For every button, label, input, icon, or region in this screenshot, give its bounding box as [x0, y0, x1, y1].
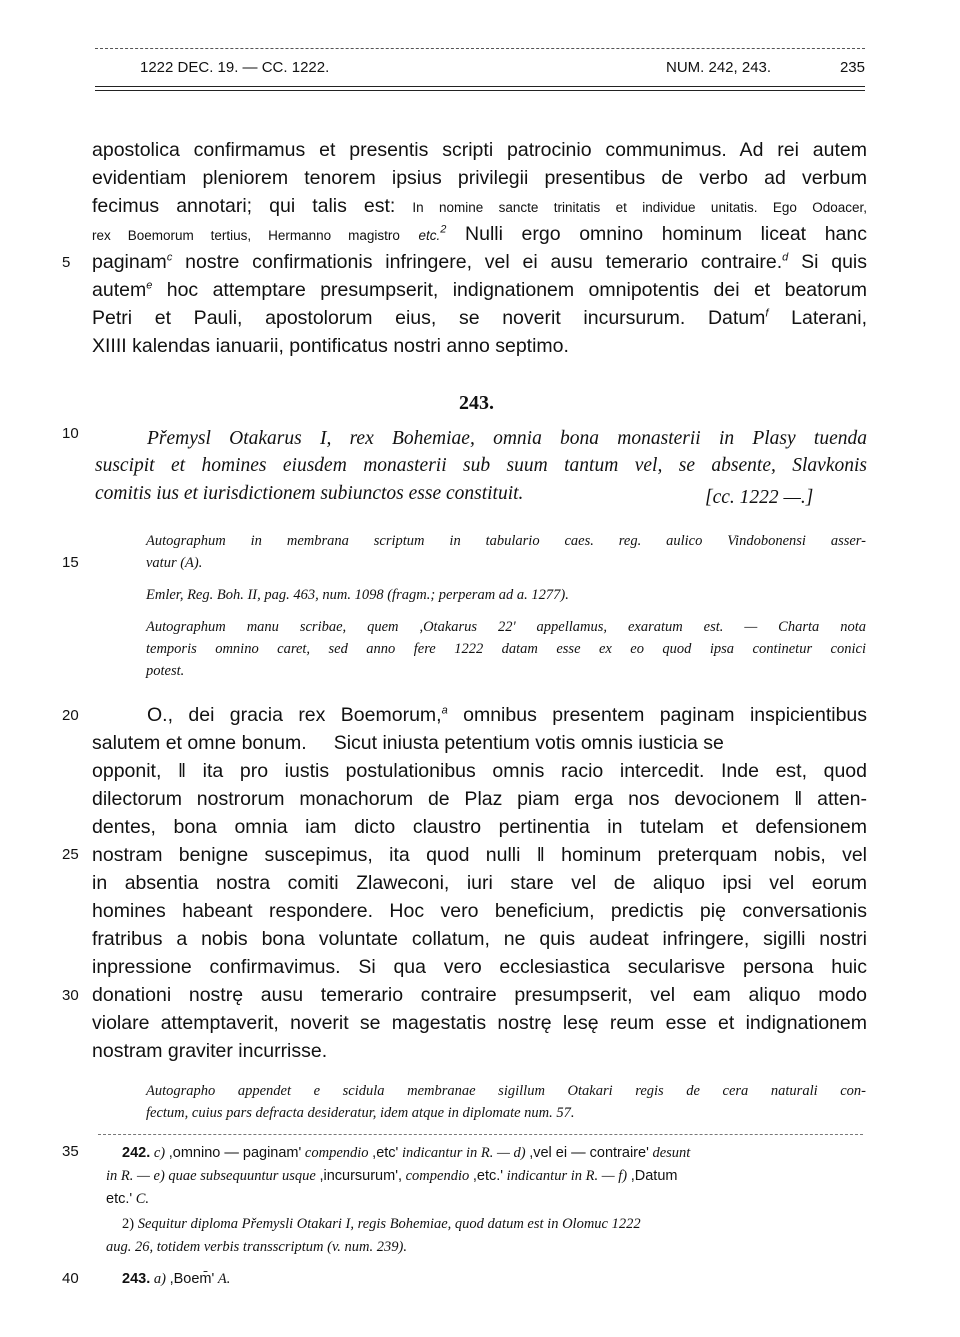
source-line-2: vatur (A). — [146, 555, 203, 571]
text-line-4: dilectorum nostrorum monachorum de Plaz piam erga nos devocionem ‖ atten- — [92, 788, 867, 810]
regest-line-1: Přemysl Otakarus I, rex Bohemiae, omnia bona monasterii in Plasy tuenda — [147, 428, 867, 449]
text-line-7: in absentia nostra comiti Zlaweconi, iuri stare vel de aliquo ipsi vel eorum — [92, 872, 867, 894]
source-line-5: temporis omnino caret, sed anno fere 1222 datam esse ex eo quod ipsa continetur conici — [146, 641, 866, 657]
line-number-20: 20 — [62, 707, 79, 724]
text-line-12: violare attemptaverit, noverit se magestatis nostrę lesę reum esse et indignationem — [92, 1012, 867, 1034]
text-line-10: inpressione confirmavimus. Si qua vero ecclesiastica secularisve persona huic — [92, 956, 867, 978]
regest-date: [cc. 1222 —.] — [705, 487, 814, 508]
intro-line-1: apostolica confirmamus et presentis scripti patrocinio communimus. Ad rei autem — [92, 139, 867, 161]
line-number-35: 35 — [62, 1143, 79, 1160]
source-line-4: Autographum manu scribae, quem ,Otakarus 22' appellamus, exaratum est. — Charta nota — [146, 619, 866, 635]
intro-line-5: paginam$^c$ nostre confirmationis infringere, vel ei ausu temerario contraire.$^d$ Si quis — [92, 251, 868, 273]
page-number: 235 — [839, 59, 865, 76]
header-dashed-rule — [95, 48, 865, 49]
intro-line-2: evidentiam pleniorem tenorem ipsius privilegii presentibus de verbo ad verbum — [92, 167, 867, 189]
footnote-242-line-1: 242. c) ,omnino — paginam' compendio ,etc' indicantur in R. — d) ,vel ei — contraire' desunt — [122, 1145, 691, 1161]
seal-note-line-1: Autographo appendet e scidula membranae sigillum Otakari regis de cera naturali con- — [146, 1083, 866, 1099]
intro-line-7: Petri et Pauli, apostolorum eius, se noverit incursurum. Datum$^f$ Laterani, — [92, 307, 868, 329]
regest-line-2: suscipit et homines eiusdem monasterii sub suum tantum vel, se absente, Slavkonis — [95, 455, 867, 476]
text-line-2: salutem et omne bonum. Sicut iniusta petentium votis omnis iusticia se — [92, 732, 724, 754]
footnote-242-line-2: in R. — e) quae subsequuntur usque ,incursurum', compendio ,etc.' indicantur in R. — f) ,Datum — [106, 1168, 678, 1184]
intro-line-6: autem$^e$ hoc attemptare presumpserit, indignationem omnipotentis dei et beatorum — [92, 279, 867, 301]
running-header — [95, 48, 865, 93]
line-number-15: 15 — [62, 554, 79, 571]
text-line-11: donationi nostrę ausu temerario contraire presumpserit, vel eam aliquo modo — [92, 984, 867, 1006]
text-line-9: fratribus a nobis bona voluntate collatum, ne quis audeat infringere, sigilli nostri — [92, 928, 867, 950]
line-number-10: 10 — [62, 425, 79, 442]
text-line-6: nostram benigne suscepimus, ita quod nulli ‖ hominum preterquam nobis, vel — [92, 844, 867, 866]
header-date: 1222 DEC. 19. — CC. 1222. — [140, 59, 330, 76]
text-line-5: dentes, bona omnia iam dicto claustro pertinentia in tutelam et defensionem — [92, 816, 867, 838]
header-numbers: NUM. 242, 243. — [666, 59, 772, 76]
intro-line-8: XIIII kalendas ianuarii, pontificatus nostri anno septimo. — [92, 335, 569, 357]
source-line-1: Autographum in membrana scriptum in tabulario caes. reg. aulico Vindobonensi asser- — [146, 533, 866, 549]
seal-note-line-2: fectum, cuius pars defracta desideratur, idem atque in diplomate num. 57. — [146, 1105, 575, 1121]
text-line-8: homines habeant respondere. Hoc vero beneficium, predictis pię conversationis — [92, 900, 867, 922]
text-line-1: O., dei gracia rex Boemorum,$^a$ omnibus presentem paginam inspicientibus — [147, 704, 868, 726]
footnote-243: 243. a) ,Boem̄' A. — [122, 1271, 231, 1287]
source-edition: Emler, Reg. Boh. II, pag. 463, num. 1098 (fragm.; perperam ad a. 1277). — [146, 587, 569, 603]
footnote-rule — [98, 1134, 863, 1135]
header-double-rule — [95, 86, 865, 91]
footnote-2-line-1: 2) Sequitur diploma Přemysli Otakari I, regis Bohemiae, quod datum est in Olomuc 1222 — [122, 1216, 641, 1232]
source-line-6: potest. — [146, 663, 185, 679]
line-number-30: 30 — [62, 987, 79, 1004]
footnote-2-line-2: aug. 26, totidem verbis transscriptum (v. num. 239). — [106, 1239, 407, 1255]
regest-line-3: comitis ius et iurisdictionem subiunctos esse constituit. — [95, 483, 524, 504]
text-line-3: opponit, ‖ ita pro iustis postulationibus omnis racio intercedit. Inde est, quod — [92, 760, 867, 782]
line-number-40: 40 — [62, 1270, 79, 1287]
text-line-13: nostram graviter incurrisse. — [92, 1040, 328, 1062]
intro-line-3: fecimus annotari; qui talis est: In nomine sancte trinitatis et individue unitatis. Ego Odoacer, — [92, 195, 867, 217]
document-number: 243. — [459, 392, 494, 414]
line-number-5: 5 — [62, 254, 71, 271]
intro-line-4: rex Boemorum tertius, Hermanno magistro etc.$^2$ Nulli ergo omnino hominum liceat hanc — [92, 223, 867, 245]
footnote-242-line-3: etc.' C. — [106, 1191, 150, 1207]
line-number-25: 25 — [62, 846, 79, 863]
